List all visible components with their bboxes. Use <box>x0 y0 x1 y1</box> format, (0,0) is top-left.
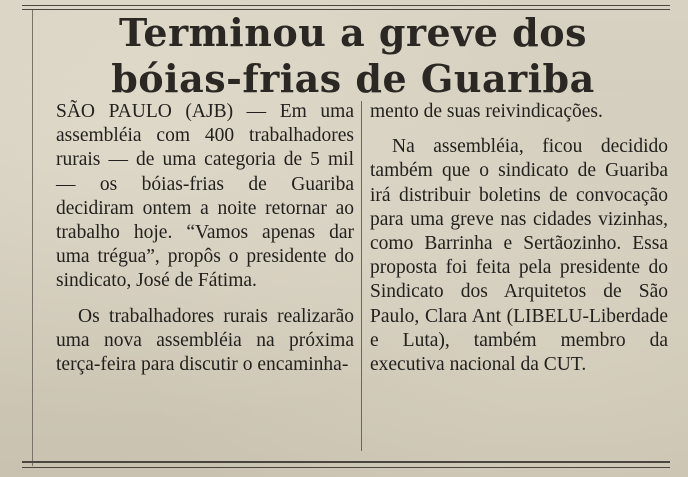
top-rule <box>22 5 670 6</box>
bottom-rule-inner <box>22 467 670 468</box>
headline <box>58 10 648 102</box>
headline-line-2: bóias-frias de Guariba <box>111 56 595 101</box>
paragraph-lead: SÃO PAULO (AJB) — Em uma assembléia com 400 trabalhadores rurais — de uma categoria de 5 mil — os bóias-frias de Guariba decidiram ontem a noite retornar ao trabalho hoje. “Vamos apenas dar uma trégua”, propôs o presidente do sindicato, José de Fátima. <box>56 101 354 292</box>
paragraph-third: Na assembléia, ficou decidido também que o sindicato de Guariba irá distribuir boletins de convocação para uma greve nas cidades vizinhas, como Barrinha e Sertãozinho. Essa proposta foi feita pela presidente do Sindicato dos Arquitetos de São Paulo, Clara Ant (LIBELU-Liberdade e Luta), também membro da executiva nacional da CUT. <box>370 136 668 376</box>
column-divider <box>361 101 362 451</box>
paragraph-continuation: mento de suas reivindicações. <box>370 101 603 122</box>
headline-line-1: Terminou a greve dos <box>118 10 587 55</box>
left-margin-rule <box>32 10 33 466</box>
article-column-right <box>370 100 668 377</box>
paragraph-second: Os trabalhadores rurais realizarão uma nova assembléia na próxima terça-feira para discutir o encaminha- <box>56 305 354 376</box>
bottom-rule <box>22 461 670 463</box>
article-column-left <box>56 100 354 377</box>
